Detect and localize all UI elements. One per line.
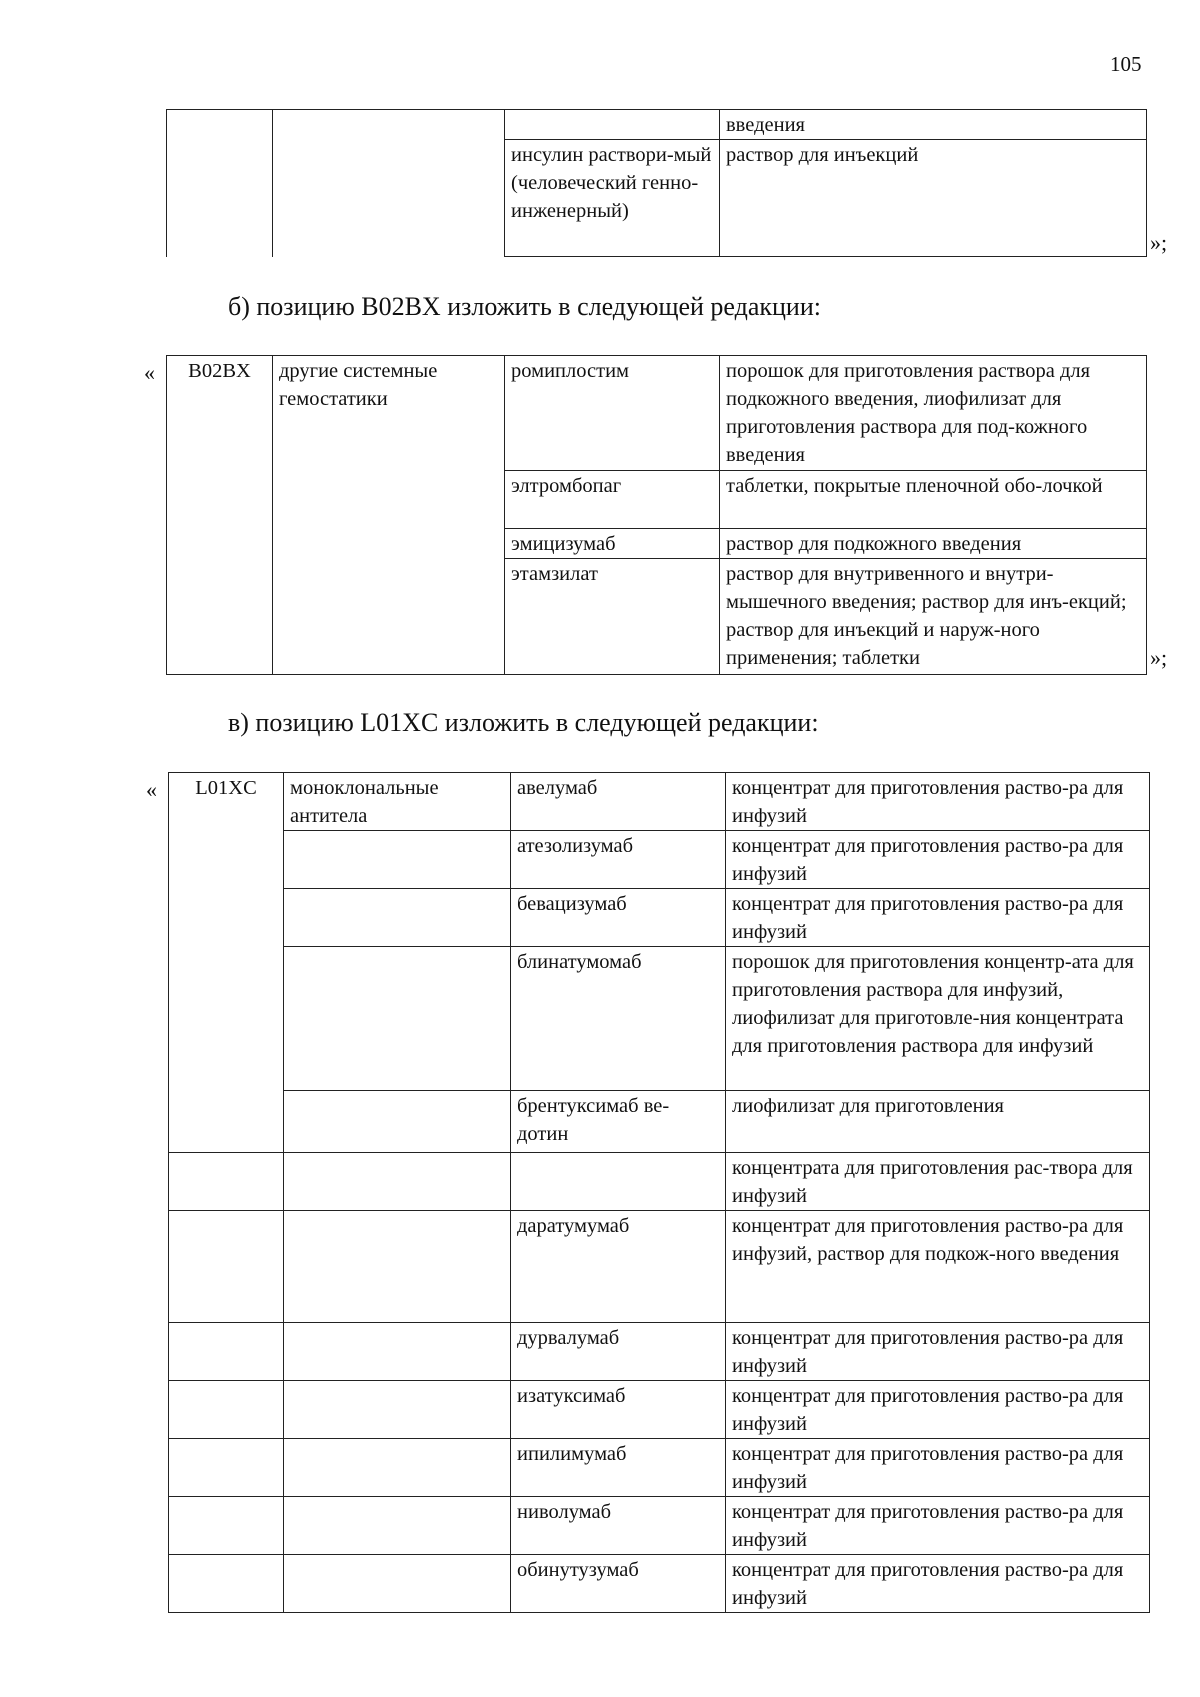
drug-cell: инсулин раствори-мый (человеческий генно-инженерный) <box>505 140 720 257</box>
form-cell: лиофилизат для приготовления <box>726 1091 1150 1153</box>
drug-cell: дурвалумаб <box>511 1323 726 1381</box>
group-cell <box>284 1153 511 1211</box>
form-cell: концентрат для приготовления раство-ра для инфузий <box>726 1497 1150 1555</box>
heading-l01xc: в) позицию L01XC изложить в следующей редакции: <box>228 708 819 737</box>
drug-cell: изатуксимаб <box>511 1381 726 1439</box>
closing-quote: »; <box>1150 645 1168 670</box>
form-cell: порошок для приготовления концентр-ата для приготовления раствора для инфузий, лиофилизат для приготовле-ния концентрата для приготовления раствора для инфузий <box>726 947 1150 1091</box>
drug-cell: ромиплостим <box>505 356 720 471</box>
table-row <box>169 889 1150 947</box>
group-cell <box>284 1091 511 1153</box>
drug-cell: атезолизумаб <box>511 831 726 889</box>
group-cell <box>273 110 505 257</box>
group-cell <box>284 1381 511 1439</box>
drug-cell: этамзилат <box>505 559 720 675</box>
form-cell: раствор для инъекций <box>720 140 1147 257</box>
table-b02bx <box>166 355 1147 675</box>
drug-cell <box>505 110 720 140</box>
group-cell <box>284 1555 511 1613</box>
drug-cell: элтромбопаг <box>505 471 720 529</box>
group-cell <box>284 831 511 889</box>
table-row <box>167 110 1147 140</box>
table-row <box>169 1555 1150 1613</box>
table-row <box>169 1381 1150 1439</box>
group-cell <box>284 1497 511 1555</box>
table-l01xc <box>168 772 1150 1613</box>
form-cell: раствор для подкожного введения <box>720 529 1147 559</box>
table-continuation <box>166 109 1147 257</box>
drug-cell: ипилимумаб <box>511 1439 726 1497</box>
drug-cell: блинатумомаб <box>511 947 726 1091</box>
code-cell <box>167 110 273 257</box>
closing-quote: »; <box>1150 230 1168 255</box>
opening-quote: « <box>146 777 157 802</box>
table-row <box>169 1323 1150 1381</box>
form-cell: концентрат для приготовления раство-ра для инфузий <box>726 889 1150 947</box>
table-row <box>167 356 1147 471</box>
heading-b02bx: б) позицию B02BX изложить в следующей редакции: <box>228 292 821 321</box>
page-number: 105 <box>1110 52 1142 76</box>
group-cell <box>284 947 511 1091</box>
drug-cell: эмицизумаб <box>505 529 720 559</box>
group-cell <box>284 1323 511 1381</box>
form-cell: порошок для приготовления раствора для подкожного введения, лиофилизат для приготовления раствора для под-кожного введения <box>720 356 1147 471</box>
table-row <box>169 1497 1150 1555</box>
group-cell: другие системные гемостатики <box>273 356 505 675</box>
form-cell: концентрат для приготовления раство-ра для инфузий <box>726 1555 1150 1613</box>
form-cell: концентрат для приготовления раство-ра для инфузий <box>726 773 1150 831</box>
table-row <box>169 1439 1150 1497</box>
opening-quote: « <box>144 360 155 385</box>
table-row <box>169 1211 1150 1323</box>
form-cell: концентрат для приготовления раство-ра для инфузий, раствор для подкож-ного введения <box>726 1211 1150 1323</box>
table-row <box>169 1091 1150 1153</box>
drug-cell: даратумумаб <box>511 1211 726 1323</box>
code-cell <box>169 1211 284 1323</box>
code-cell <box>169 1555 284 1613</box>
form-cell: таблетки, покрытые пленочной обо-лочкой <box>720 471 1147 529</box>
form-cell: концентрат для приготовления раство-ра для инфузий <box>726 1381 1150 1439</box>
group-cell <box>284 1211 511 1323</box>
code-cell <box>169 1439 284 1497</box>
code-cell <box>169 1153 284 1211</box>
code-cell: B02BX <box>167 356 273 675</box>
group-cell <box>284 1439 511 1497</box>
form-cell: введения <box>720 110 1147 140</box>
form-cell: раствор для внутривенного и внутри-мышечного введения; раствор для инъ-екций; раствор для инъекций и наруж-ного применения; таблетки <box>720 559 1147 675</box>
table-row <box>169 831 1150 889</box>
code-cell <box>169 1381 284 1439</box>
code-cell <box>169 1323 284 1381</box>
form-cell: концентрат для приготовления раство-ра для инфузий <box>726 1439 1150 1497</box>
drug-cell: брентуксимаб ве-дотин <box>511 1091 726 1153</box>
group-cell <box>284 889 511 947</box>
group-cell: моноклональные антитела <box>284 773 511 831</box>
drug-cell: авелумаб <box>511 773 726 831</box>
drug-cell: бевацизумаб <box>511 889 726 947</box>
form-cell: концентрата для приготовления рас-твора для инфузий <box>726 1153 1150 1211</box>
drug-cell: ниволумаб <box>511 1497 726 1555</box>
table-row <box>169 947 1150 1091</box>
table-row <box>169 773 1150 831</box>
table-row <box>169 1153 1150 1211</box>
form-cell: концентрат для приготовления раство-ра для инфузий <box>726 1323 1150 1381</box>
drug-cell: обинутузумаб <box>511 1555 726 1613</box>
drug-cell <box>511 1153 726 1211</box>
form-cell: концентрат для приготовления раство-ра для инфузий <box>726 831 1150 889</box>
code-cell <box>169 1497 284 1555</box>
code-cell: L01XC <box>169 773 284 1153</box>
